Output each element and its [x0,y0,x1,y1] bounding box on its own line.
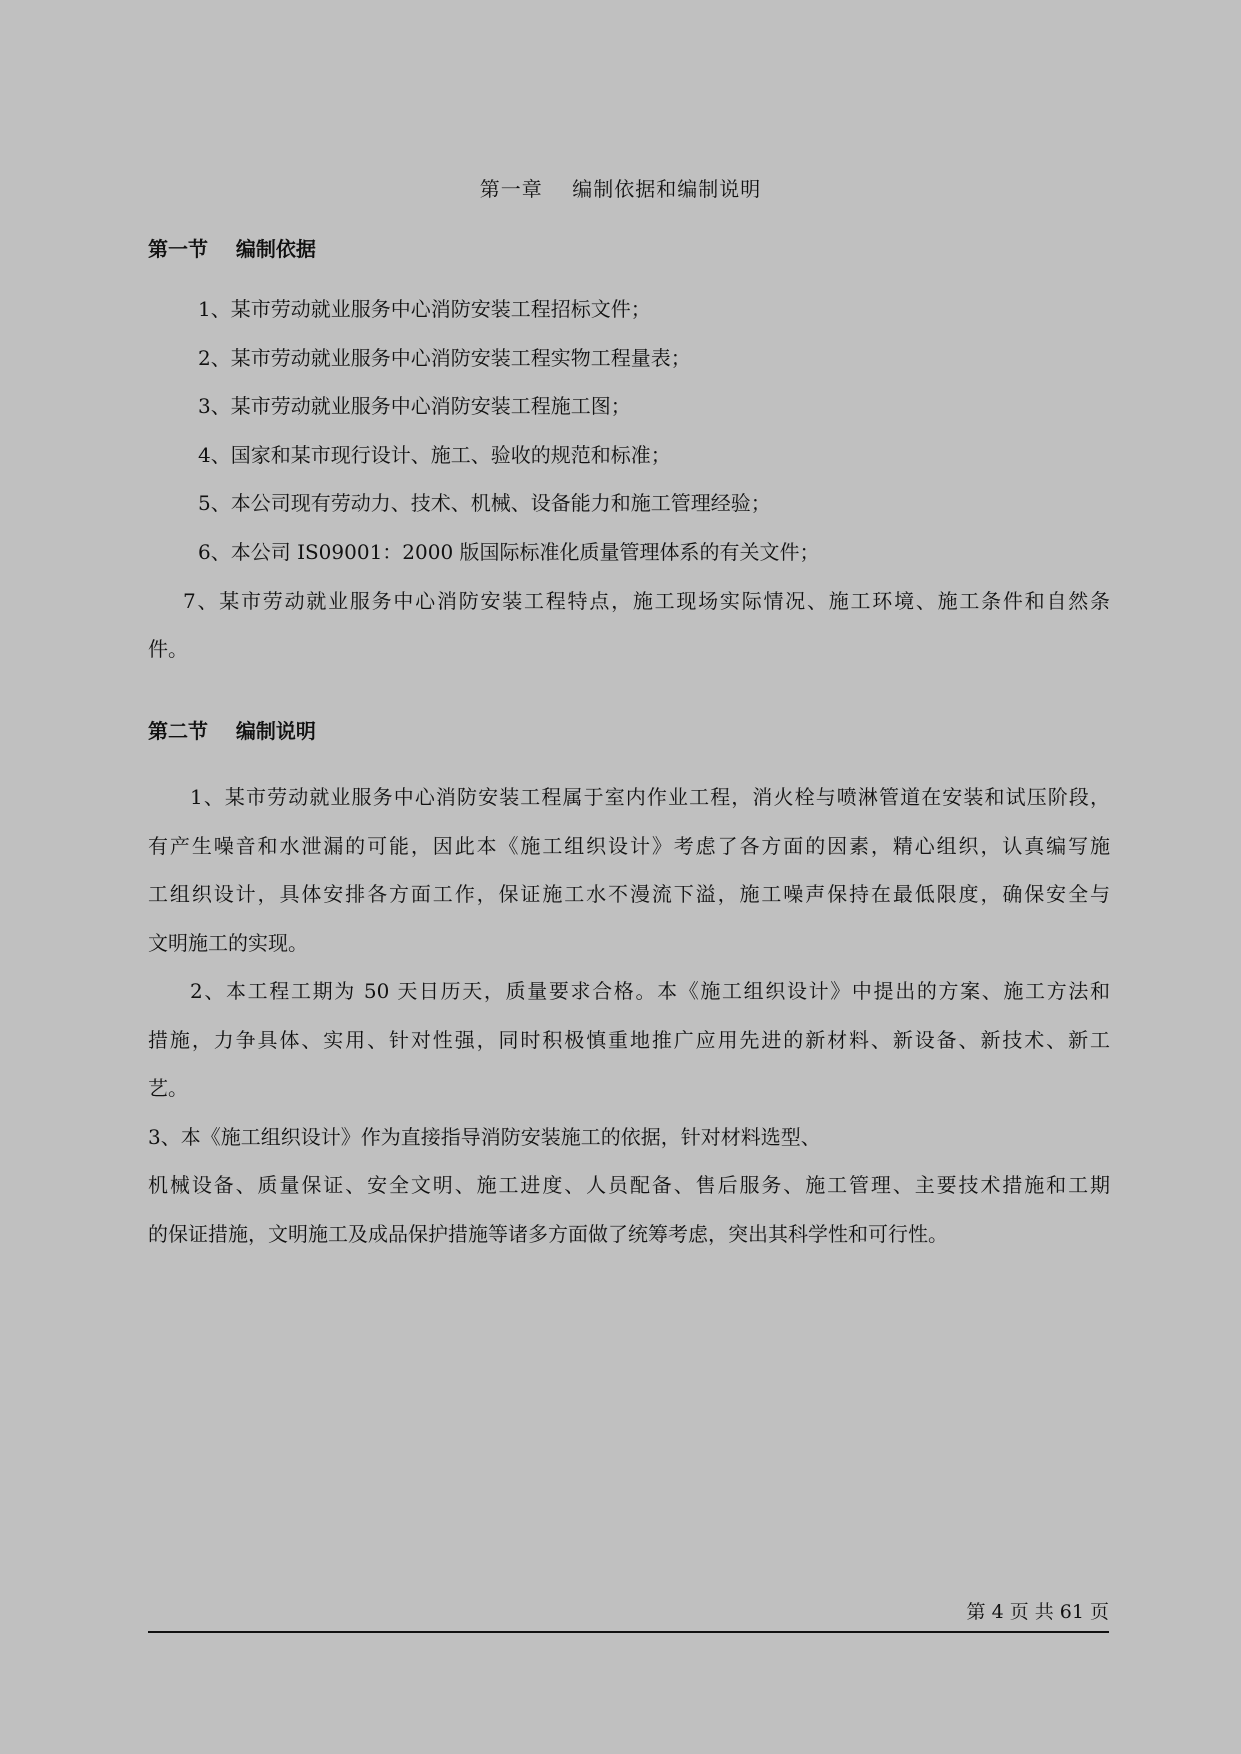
explanation-para-2-line-3: 艺。 [148,1076,188,1100]
explanation-para-3-line-2: 机械设备、质量保证、安全文明、施工进度、人员配备、售后服务、施工管理、主要技术措施和工期 [148,1173,1110,1197]
section-1-heading: 第一节 编制依据 [148,237,316,261]
basis-item-2: 2、某市劳动就业服务中心消防安装工程实物工程量表； [198,346,691,370]
footer-rule [148,1631,1109,1633]
basis-item-4: 4、国家和某市现行设计、施工、验收的规范和标准； [198,443,671,467]
section-2-heading: 第二节 编制说明 [148,719,316,743]
page-number: 第 4 页 共 61 页 [966,1601,1109,1623]
basis-item-3: 3、某市劳动就业服务中心消防安装工程施工图； [198,394,631,418]
basis-item-7-line-1: 7、某市劳动就业服务中心消防安装工程特点，施工现场实际情况、施工环境、施工条件和自然条 [183,589,1110,613]
chapter-title: 第一章 编制依据和编制说明 [479,177,762,201]
explanation-para-3-line-1: 3、本《施工组织设计》作为直接指导消防安装施工的依据，针对材料选型、 [148,1125,821,1149]
basis-item-1: 1、某市劳动就业服务中心消防安装工程招标文件； [198,297,651,321]
basis-item-6: 6、本公司 IS09001：2000 版国际标准化质量管理体系的有关文件； [198,540,820,564]
explanation-para-2-line-2: 措施，力争具体、实用、针对性强，同时积极慎重地推广应用先进的新材料、新设备、新技术、新工 [148,1028,1110,1052]
explanation-para-3-line-3: 的保证措施，文明施工及成品保护措施等诸多方面做了统筹考虑，突出其科学性和可行性。 [148,1222,948,1246]
explanation-para-2-line-1: 2、本工程工期为 50 天日历天，质量要求合格。本《施工组织设计》中提出的方案、施工方法和 [190,979,1110,1003]
explanation-para-1-line-4: 文明施工的实现。 [148,931,308,955]
explanation-para-1-line-3: 工组织设计，具体安排各方面工作，保证施工水不漫流下溢，施工噪声保持在最低限度，确保安全与 [148,882,1110,906]
basis-item-5: 5、本公司现有劳动力、技术、机械、设备能力和施工管理经验； [198,491,771,515]
explanation-para-1-line-1: 1、某市劳动就业服务中心消防安装工程属于室内作业工程，消火栓与喷淋管道在安装和试压阶段， [190,785,1110,809]
basis-item-7-line-2: 件。 [148,637,188,661]
explanation-para-1-line-2: 有产生噪音和水泄漏的可能，因此本《施工组织设计》考虑了各方面的因素，精心组织，认真编写施 [148,834,1110,858]
